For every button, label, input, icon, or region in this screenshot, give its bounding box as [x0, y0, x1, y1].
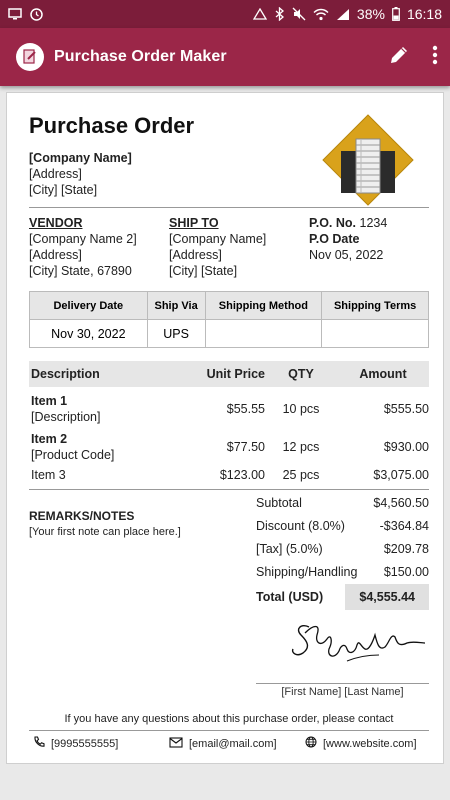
company-address: [Address] [29, 167, 82, 181]
ship-to-block [169, 215, 266, 279]
ship-to-heading: SHIP TO [169, 216, 219, 230]
shipping-header: Delivery Date [30, 292, 148, 320]
vendor-name: [Company Name 2] [29, 232, 137, 246]
items-header-unit-price: Unit Price [206, 367, 265, 381]
totals-block [256, 491, 429, 608]
contact-website: [www.website.com] [323, 737, 417, 750]
item-name: Item 2 [31, 432, 68, 446]
item-sub: [Product Code] [31, 448, 115, 462]
company-logo [321, 113, 415, 207]
totals-label: Discount (8.0%) [256, 518, 345, 533]
vendor-address: [Address] [29, 248, 82, 262]
ship-via: UPS [147, 320, 205, 348]
document-title: Purchase Order [29, 113, 195, 138]
signature-line [256, 683, 429, 684]
vendor-heading: VENDOR [29, 216, 83, 230]
items-table [29, 361, 429, 490]
shipping-terms [322, 320, 429, 348]
app-bar [0, 28, 450, 86]
company-block [29, 150, 132, 198]
warning-icon [253, 8, 267, 20]
mute-icon [292, 7, 306, 21]
remarks-block [29, 509, 181, 538]
app-logo-icon [16, 43, 44, 71]
item-name: Item 3 [31, 468, 66, 482]
status-bar [0, 0, 450, 28]
discount-row [256, 514, 429, 537]
items-header [29, 361, 429, 387]
shipping-header: Shipping Terms [322, 292, 429, 320]
shipping-handling-row [256, 560, 429, 583]
signature-name: [First Name] [Last Name] [281, 686, 404, 698]
clock-icon [30, 8, 43, 21]
subtotal-row [256, 491, 429, 514]
time: 16:18 [406, 6, 442, 22]
signal-icon [336, 8, 350, 21]
ship-to-city-state: [City] [State] [169, 264, 238, 278]
item-unit-price: $77.50 [226, 440, 265, 454]
battery-icon [392, 7, 400, 21]
ship-to-address: [Address] [169, 248, 222, 262]
totals-label: Subtotal [256, 495, 302, 510]
item-unit-price: $123.00 [219, 468, 265, 482]
purchase-order-document[interactable] [6, 92, 444, 764]
item-amount: $930.00 [383, 440, 429, 454]
remarks-text: [Your first note can place here.] [29, 526, 181, 538]
po-date-label: P.O Date [309, 232, 360, 246]
shipping-header: Ship Via [147, 292, 205, 320]
footer-note: If you have any questions about this purchase order, please contact [64, 713, 394, 725]
company-city-state: [City] [State] [29, 183, 98, 197]
signature-image [287, 613, 429, 673]
item-sub: [Description] [31, 410, 101, 424]
vendor-block [29, 215, 137, 279]
po-number: 1234 [359, 216, 388, 230]
app-title: Purchase Order Maker [54, 48, 227, 65]
divider [29, 730, 429, 731]
contact-phone: [9995555555] [51, 737, 119, 750]
items-header-qty: QTY [288, 367, 314, 381]
pencil-icon[interactable] [388, 44, 410, 71]
remarks-heading: REMARKS/NOTES [29, 509, 135, 523]
total-row [256, 585, 429, 608]
shipping-table [29, 291, 429, 348]
contact-row [29, 736, 429, 751]
item-qty: 10 pcs [282, 402, 320, 416]
item-qty: 12 pcs [282, 440, 320, 454]
items-header-amount: Amount [359, 367, 407, 381]
totals-value: -$364.84 [379, 518, 429, 533]
vendor-city-state: [City] State, 67890 [29, 264, 132, 278]
totals-value: $150.00 [383, 564, 429, 579]
email-icon [169, 737, 183, 751]
more-vert-icon[interactable] [432, 45, 438, 70]
item-amount: $555.50 [383, 402, 429, 416]
globe-icon [305, 736, 317, 751]
shipping-method [205, 320, 322, 348]
po-meta-block [309, 215, 387, 263]
phone-icon [33, 736, 45, 751]
bluetooth-muted-icon [274, 7, 285, 21]
totals-value: $4,560.50 [373, 495, 429, 510]
item-name: Item 1 [31, 394, 68, 408]
totals-label: Shipping/Handling [256, 564, 358, 579]
bottom-area [0, 770, 450, 800]
item-unit-price: $55.55 [226, 402, 265, 416]
po-date: Nov 05, 2022 [309, 248, 384, 262]
company-name: [Company Name] [29, 151, 132, 165]
contact-email: [email@mail.com] [189, 737, 277, 750]
tax-row [256, 537, 429, 560]
totals-value: $209.78 [383, 541, 429, 556]
total-label: Total (USD) [256, 589, 324, 604]
delivery-date: Nov 30, 2022 [30, 320, 148, 348]
divider [29, 207, 429, 208]
items-header-description: Description [31, 367, 100, 381]
screen-icon [8, 8, 22, 20]
wifi-icon [313, 8, 329, 21]
totals-label: [Tax] (5.0%) [256, 541, 323, 556]
po-number-label: P.O. No. [309, 216, 357, 230]
table-row [29, 431, 429, 463]
item-qty: 25 pcs [282, 468, 320, 482]
item-amount: $3,075.00 [373, 468, 429, 482]
total-value: $4,555.44 [345, 584, 429, 610]
battery-text: 38% [356, 6, 385, 22]
ship-to-name: [Company Name] [169, 232, 267, 246]
table-row [29, 393, 429, 425]
table-row [29, 467, 429, 490]
shipping-header: Shipping Method [205, 292, 322, 320]
